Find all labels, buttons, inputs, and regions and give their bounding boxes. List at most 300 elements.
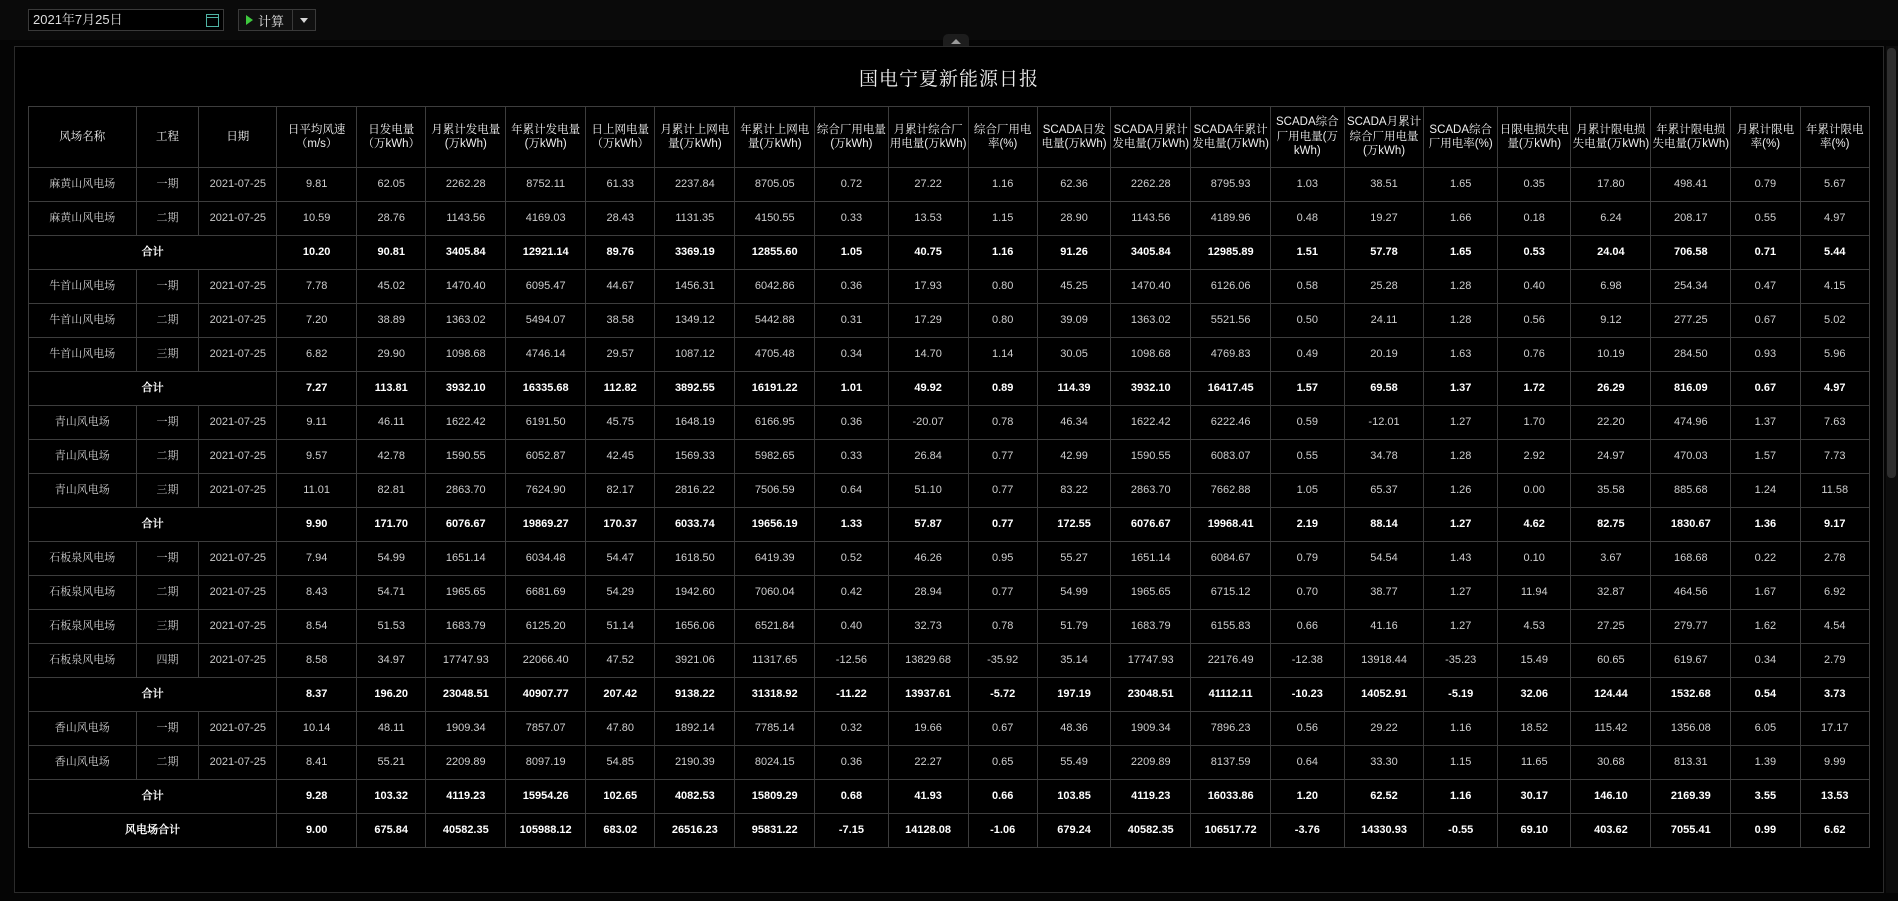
- row-value: 57.78: [1344, 236, 1424, 270]
- row-value: 33.30: [1344, 746, 1424, 780]
- row-value: 0.66: [968, 780, 1037, 814]
- row-value: 0.36: [815, 746, 889, 780]
- row-value: 1.26: [1424, 474, 1498, 508]
- row-value: 0.65: [968, 746, 1037, 780]
- row-value: 172.55: [1037, 508, 1111, 542]
- row-project: 二期: [136, 304, 199, 338]
- row-site-name: 合计: [29, 372, 277, 406]
- row-value: 65.37: [1344, 474, 1424, 508]
- row-value: 0.78: [968, 610, 1037, 644]
- row-value: 7060.04: [735, 576, 815, 610]
- row-value: 3.55: [1731, 780, 1800, 814]
- row-value: 1356.08: [1651, 712, 1731, 746]
- row-value: 6715.12: [1191, 576, 1271, 610]
- row-value: 88.14: [1344, 508, 1424, 542]
- row-value: 1.66: [1424, 202, 1498, 236]
- row-value: 0.58: [1271, 270, 1345, 304]
- row-value: 9.81: [277, 168, 357, 202]
- row-value: 10.59: [277, 202, 357, 236]
- row-value: -5.19: [1424, 678, 1498, 712]
- row-project: 三期: [136, 474, 199, 508]
- row-value: 106517.72: [1191, 814, 1271, 848]
- row-date: 2021-07-25: [199, 304, 277, 338]
- column-header: SCADA日发电量(万kWh): [1037, 107, 1111, 168]
- row-value: 6076.67: [1111, 508, 1191, 542]
- row-value: 9.28: [277, 780, 357, 814]
- row-value: 7857.07: [506, 712, 586, 746]
- row-project: 三期: [136, 338, 199, 372]
- row-value: 44.67: [586, 270, 655, 304]
- row-value: 34.97: [357, 644, 426, 678]
- row-site-name: 合计: [29, 508, 277, 542]
- row-value: 55.49: [1037, 746, 1111, 780]
- row-value: 62.52: [1344, 780, 1424, 814]
- row-value: 23048.51: [1111, 678, 1191, 712]
- row-value: 5982.65: [735, 440, 815, 474]
- row-value: 28.43: [586, 202, 655, 236]
- column-header: SCADA综合厂用电量(万kWh): [1271, 107, 1345, 168]
- row-value: 15.49: [1497, 644, 1571, 678]
- row-value: 47.52: [586, 644, 655, 678]
- row-value: 6034.48: [506, 542, 586, 576]
- row-value: 5521.56: [1191, 304, 1271, 338]
- row-value: -3.76: [1271, 814, 1345, 848]
- row-value: 5442.88: [735, 304, 815, 338]
- row-value: 1.14: [968, 338, 1037, 372]
- row-value: 0.79: [1271, 542, 1345, 576]
- row-value: 816.09: [1651, 372, 1731, 406]
- row-value: 61.33: [586, 168, 655, 202]
- row-value: 4746.14: [506, 338, 586, 372]
- row-value: 1.01: [815, 372, 889, 406]
- row-value: 0.71: [1731, 236, 1800, 270]
- row-value: 1.36: [1731, 508, 1800, 542]
- row-project: 一期: [136, 168, 199, 202]
- row-value: 9.00: [277, 814, 357, 848]
- row-site-name: 牛首山风电场: [29, 338, 137, 372]
- row-value: 683.02: [586, 814, 655, 848]
- row-value: 0.33: [815, 440, 889, 474]
- row-value: 284.50: [1651, 338, 1731, 372]
- row-value: 31318.92: [735, 678, 815, 712]
- row-site-name: 合计: [29, 678, 277, 712]
- row-value: 7.78: [277, 270, 357, 304]
- row-value: 9138.22: [655, 678, 735, 712]
- row-project: 一期: [136, 712, 199, 746]
- row-value: 6.98: [1571, 270, 1651, 304]
- row-value: 16191.22: [735, 372, 815, 406]
- row-value: 30.68: [1571, 746, 1651, 780]
- row-value: 1569.33: [655, 440, 735, 474]
- row-value: 6.62: [1800, 814, 1870, 848]
- row-value: 0.40: [815, 610, 889, 644]
- row-value: 4119.23: [1111, 780, 1191, 814]
- row-value: 0.55: [1731, 202, 1800, 236]
- row-value: 0.18: [1497, 202, 1571, 236]
- row-value: 403.62: [1571, 814, 1651, 848]
- row-value: 5494.07: [506, 304, 586, 338]
- table-row: [29, 644, 1870, 678]
- row-value: 38.58: [586, 304, 655, 338]
- calculate-button-label: 计算: [258, 13, 285, 29]
- row-site-name: 青山风电场: [29, 406, 137, 440]
- row-date: 2021-07-25: [199, 202, 277, 236]
- row-value: 10.20: [277, 236, 357, 270]
- report-panel: [14, 46, 1884, 893]
- row-value: 1.37: [1731, 406, 1800, 440]
- row-value: 32.87: [1571, 576, 1651, 610]
- row-value: 2262.28: [426, 168, 506, 202]
- row-value: 49.92: [888, 372, 968, 406]
- row-value: 9.99: [1800, 746, 1870, 780]
- table-grandtotal-row: [29, 814, 1870, 848]
- row-value: 54.54: [1344, 542, 1424, 576]
- row-value: 4082.53: [655, 780, 735, 814]
- row-value: 14330.93: [1344, 814, 1424, 848]
- row-value: 13937.61: [888, 678, 968, 712]
- table-row: [29, 542, 1870, 576]
- row-value: 1143.56: [1111, 202, 1191, 236]
- row-value: 38.77: [1344, 576, 1424, 610]
- row-value: 54.85: [586, 746, 655, 780]
- row-value: 1532.68: [1651, 678, 1731, 712]
- column-header: 月累计发电量(万kWh): [426, 107, 506, 168]
- row-value: 1683.79: [1111, 610, 1191, 644]
- row-value: 1.62: [1731, 610, 1800, 644]
- date-picker[interactable]: [28, 9, 224, 31]
- row-value: 706.58: [1651, 236, 1731, 270]
- row-value: 0.77: [968, 508, 1037, 542]
- row-value: 0.64: [815, 474, 889, 508]
- play-icon: [246, 15, 253, 25]
- column-header: 年累计发电量(万kWh): [506, 107, 586, 168]
- row-value: 25.28: [1344, 270, 1424, 304]
- column-header: 年累计限电损失电量(万kWh): [1651, 107, 1731, 168]
- row-value: 40582.35: [426, 814, 506, 848]
- row-value: 19968.41: [1191, 508, 1271, 542]
- row-value: 1.20: [1271, 780, 1345, 814]
- row-site-name: 石板泉风电场: [29, 576, 137, 610]
- row-value: 89.76: [586, 236, 655, 270]
- row-value: -5.72: [968, 678, 1037, 712]
- row-value: 2.92: [1497, 440, 1571, 474]
- row-value: 0.40: [1497, 270, 1571, 304]
- row-value: 6222.46: [1191, 406, 1271, 440]
- row-value: 51.14: [586, 610, 655, 644]
- row-value: 54.99: [1037, 576, 1111, 610]
- row-value: 38.51: [1344, 168, 1424, 202]
- row-value: 29.90: [357, 338, 426, 372]
- table-row: [29, 610, 1870, 644]
- row-value: 17.93: [888, 270, 968, 304]
- row-value: 1622.42: [426, 406, 506, 440]
- row-value: -35.23: [1424, 644, 1498, 678]
- row-value: 0.35: [1497, 168, 1571, 202]
- row-value: 6.92: [1800, 576, 1870, 610]
- row-value: 1648.19: [655, 406, 735, 440]
- row-value: 5.44: [1800, 236, 1870, 270]
- row-value: 1618.50: [655, 542, 735, 576]
- row-value: 0.31: [815, 304, 889, 338]
- row-value: 679.24: [1037, 814, 1111, 848]
- column-header: 日发电量（万kWh）: [357, 107, 426, 168]
- row-value: 1470.40: [426, 270, 506, 304]
- row-value: 7.27: [277, 372, 357, 406]
- table-subtotal-row: [29, 372, 1870, 406]
- calendar-icon[interactable]: [206, 14, 219, 27]
- row-value: 1.65: [1424, 168, 1498, 202]
- column-header: 工程: [136, 107, 199, 168]
- row-value: 885.68: [1651, 474, 1731, 508]
- row-value: 1.67: [1731, 576, 1800, 610]
- column-header: 风场名称: [29, 107, 137, 168]
- row-value: 1.27: [1424, 576, 1498, 610]
- row-value: 1683.79: [426, 610, 506, 644]
- row-value: 0.95: [968, 542, 1037, 576]
- table-row: [29, 576, 1870, 610]
- row-value: 22.27: [888, 746, 968, 780]
- row-value: 51.10: [888, 474, 968, 508]
- row-value: 0.47: [1731, 270, 1800, 304]
- row-value: 0.00: [1497, 474, 1571, 508]
- row-value: 6042.86: [735, 270, 815, 304]
- row-value: 45.75: [586, 406, 655, 440]
- row-value: 0.67: [1731, 304, 1800, 338]
- row-value: 40907.77: [506, 678, 586, 712]
- row-value: -7.15: [815, 814, 889, 848]
- row-value: 29.57: [586, 338, 655, 372]
- row-value: 83.22: [1037, 474, 1111, 508]
- row-value: 3932.10: [426, 372, 506, 406]
- row-value: 4150.55: [735, 202, 815, 236]
- chevron-down-icon[interactable]: [300, 18, 308, 23]
- row-value: -0.55: [1424, 814, 1498, 848]
- row-value: 6095.47: [506, 270, 586, 304]
- row-site-name: 麻黄山风电场: [29, 168, 137, 202]
- row-value: -12.56: [815, 644, 889, 678]
- row-value: 9.11: [277, 406, 357, 440]
- row-value: 28.90: [1037, 202, 1111, 236]
- row-value: 1590.55: [426, 440, 506, 474]
- panel-collapse-handle[interactable]: [943, 34, 969, 46]
- row-value: 279.77: [1651, 610, 1731, 644]
- row-value: 1.43: [1424, 542, 1498, 576]
- row-value: 4169.03: [506, 202, 586, 236]
- row-value: 2.79: [1800, 644, 1870, 678]
- row-value: 2237.84: [655, 168, 735, 202]
- row-value: 24.97: [1571, 440, 1651, 474]
- column-header: 日上网电量（万kWh）: [586, 107, 655, 168]
- row-value: 0.42: [815, 576, 889, 610]
- scrollbar-thumb[interactable]: [1887, 48, 1896, 478]
- row-value: 7896.23: [1191, 712, 1271, 746]
- row-value: 1.57: [1271, 372, 1345, 406]
- table-subtotal-row: [29, 236, 1870, 270]
- row-value: 7785.14: [735, 712, 815, 746]
- row-value: 14128.08: [888, 814, 968, 848]
- row-site-name: 风电场合计: [29, 814, 277, 848]
- row-value: 0.59: [1271, 406, 1345, 440]
- row-value: 1.37: [1424, 372, 1498, 406]
- row-value: 813.31: [1651, 746, 1731, 780]
- row-value: 1.16: [1424, 712, 1498, 746]
- row-value: 7.94: [277, 542, 357, 576]
- row-value: 2262.28: [1111, 168, 1191, 202]
- row-value: 1.16: [968, 168, 1037, 202]
- table-body: [29, 168, 1870, 848]
- vertical-scrollbar[interactable]: [1886, 46, 1898, 893]
- row-site-name: 合计: [29, 780, 277, 814]
- row-value: 27.22: [888, 168, 968, 202]
- row-value: 464.56: [1651, 576, 1731, 610]
- row-value: 277.25: [1651, 304, 1731, 338]
- row-value: 0.56: [1271, 712, 1345, 746]
- row-value: 6083.07: [1191, 440, 1271, 474]
- row-value: 1143.56: [426, 202, 506, 236]
- row-value: 7055.41: [1651, 814, 1731, 848]
- row-value: 11.94: [1497, 576, 1571, 610]
- row-value: 47.80: [586, 712, 655, 746]
- row-value: 1.33: [815, 508, 889, 542]
- row-value: 0.80: [968, 270, 1037, 304]
- row-project: 四期: [136, 644, 199, 678]
- row-value: 0.52: [815, 542, 889, 576]
- row-value: 3.67: [1571, 542, 1651, 576]
- row-value: 1.15: [968, 202, 1037, 236]
- row-value: 1.39: [1731, 746, 1800, 780]
- row-value: 9.90: [277, 508, 357, 542]
- row-value: 6084.67: [1191, 542, 1271, 576]
- row-value: 0.54: [1731, 678, 1800, 712]
- row-value: 15809.29: [735, 780, 815, 814]
- row-date: 2021-07-25: [199, 712, 277, 746]
- row-value: 6052.87: [506, 440, 586, 474]
- row-value: 26.84: [888, 440, 968, 474]
- column-header: SCADA月累计发电量(万kWh): [1111, 107, 1191, 168]
- row-value: 0.10: [1497, 542, 1571, 576]
- row-value: 11.58: [1800, 474, 1870, 508]
- row-value: 103.85: [1037, 780, 1111, 814]
- row-value: 0.77: [968, 440, 1037, 474]
- row-value: 34.78: [1344, 440, 1424, 474]
- row-value: 6.82: [277, 338, 357, 372]
- row-value: 12921.14: [506, 236, 586, 270]
- row-value: 60.65: [1571, 644, 1651, 678]
- row-site-name: 香山风电场: [29, 746, 137, 780]
- row-value: 474.96: [1651, 406, 1731, 440]
- row-value: 2863.70: [426, 474, 506, 508]
- row-value: 55.21: [357, 746, 426, 780]
- row-value: 7.63: [1800, 406, 1870, 440]
- row-value: 1.51: [1271, 236, 1345, 270]
- row-value: 16335.68: [506, 372, 586, 406]
- row-value: 4.54: [1800, 610, 1870, 644]
- table-row: [29, 712, 1870, 746]
- row-value: 24.04: [1571, 236, 1651, 270]
- row-value: 6191.50: [506, 406, 586, 440]
- row-value: -12.01: [1344, 406, 1424, 440]
- row-value: 17.80: [1571, 168, 1651, 202]
- row-value: 0.36: [815, 406, 889, 440]
- row-value: 1656.06: [655, 610, 735, 644]
- row-value: 41.93: [888, 780, 968, 814]
- row-value: 8.54: [277, 610, 357, 644]
- row-value: 69.10: [1497, 814, 1571, 848]
- row-value: 1.27: [1424, 406, 1498, 440]
- row-value: 32.73: [888, 610, 968, 644]
- column-header: SCADA月累计综合厂用电量(万kWh): [1344, 107, 1424, 168]
- row-value: 0.72: [815, 168, 889, 202]
- row-value: 6521.84: [735, 610, 815, 644]
- row-value: 113.81: [357, 372, 426, 406]
- row-value: 619.67: [1651, 644, 1731, 678]
- row-value: 41.16: [1344, 610, 1424, 644]
- column-header: 年累计上网电量(万kWh): [735, 107, 815, 168]
- row-value: 69.58: [1344, 372, 1424, 406]
- row-value: 28.76: [357, 202, 426, 236]
- row-value: 208.17: [1651, 202, 1731, 236]
- row-value: 146.10: [1571, 780, 1651, 814]
- row-value: 1892.14: [655, 712, 735, 746]
- row-value: -10.23: [1271, 678, 1345, 712]
- row-value: 91.26: [1037, 236, 1111, 270]
- row-value: 114.39: [1037, 372, 1111, 406]
- row-value: 20.19: [1344, 338, 1424, 372]
- row-value: 1.28: [1424, 270, 1498, 304]
- row-value: 6681.69: [506, 576, 586, 610]
- row-value: 55.27: [1037, 542, 1111, 576]
- row-value: 4119.23: [426, 780, 506, 814]
- table-header-row: [29, 107, 1870, 168]
- row-value: 1622.42: [1111, 406, 1191, 440]
- row-value: 6033.74: [655, 508, 735, 542]
- row-value: 17747.93: [426, 644, 506, 678]
- row-value: 48.36: [1037, 712, 1111, 746]
- row-value: 105988.12: [506, 814, 586, 848]
- row-site-name: 合计: [29, 236, 277, 270]
- row-value: 40.75: [888, 236, 968, 270]
- row-value: 2863.70: [1111, 474, 1191, 508]
- table-row: [29, 304, 1870, 338]
- column-header: 日限电损失电量(万kWh): [1497, 107, 1571, 168]
- row-value: 498.41: [1651, 168, 1731, 202]
- row-value: 19.66: [888, 712, 968, 746]
- column-header: 年累计限电率(%): [1800, 107, 1870, 168]
- row-value: 2169.39: [1651, 780, 1731, 814]
- row-value: 42.78: [357, 440, 426, 474]
- row-value: 2816.22: [655, 474, 735, 508]
- row-value: 13829.68: [888, 644, 968, 678]
- row-value: 10.14: [277, 712, 357, 746]
- row-value: 1.70: [1497, 406, 1571, 440]
- row-value: 0.70: [1271, 576, 1345, 610]
- row-value: 1470.40: [1111, 270, 1191, 304]
- calculate-button[interactable]: [238, 9, 316, 31]
- table-row: [29, 338, 1870, 372]
- row-value: 1.16: [1424, 780, 1498, 814]
- row-value: 30.05: [1037, 338, 1111, 372]
- row-value: 1.05: [1271, 474, 1345, 508]
- row-value: 7624.90: [506, 474, 586, 508]
- row-value: 3405.84: [1111, 236, 1191, 270]
- table-row: [29, 474, 1870, 508]
- row-project: 二期: [136, 202, 199, 236]
- row-value: 0.80: [968, 304, 1037, 338]
- row-value: 82.75: [1571, 508, 1651, 542]
- row-value: 54.47: [586, 542, 655, 576]
- row-value: 102.65: [586, 780, 655, 814]
- row-value: 7662.88: [1191, 474, 1271, 508]
